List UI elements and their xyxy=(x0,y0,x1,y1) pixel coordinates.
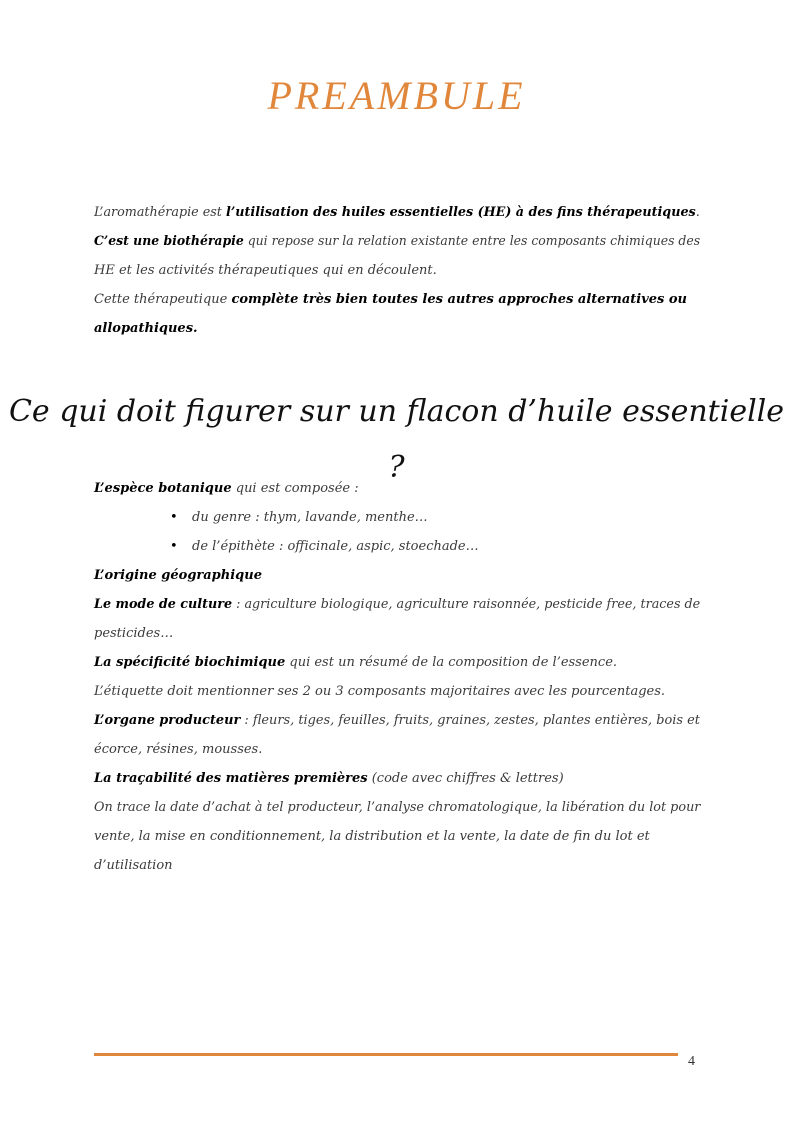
bullet-item-epithete xyxy=(170,532,479,561)
trace-line-2 xyxy=(94,822,700,851)
intro-line-5 xyxy=(94,314,700,343)
organe-text-a: : fleurs, tiges, feuilles, fruits, graines, zestes, plantes entières, bois et xyxy=(240,713,700,728)
intro-line-3 xyxy=(94,256,700,285)
page-title: PREAMBULE xyxy=(267,73,526,118)
intro-p3-bold-b: allopathiques. xyxy=(94,321,198,336)
intro-line-4 xyxy=(94,285,700,314)
page-number: 4 xyxy=(688,1054,695,1069)
intro-p2-text-a: qui repose sur la relation existante entre les composants chimiques des xyxy=(243,234,701,249)
intro-p3-start: Cette thérapeutique xyxy=(94,292,232,307)
footer-divider xyxy=(94,1053,678,1056)
trace-line-3 xyxy=(94,851,700,880)
etiquette-line xyxy=(94,677,700,706)
bullet-text: de l’épithète : officinale, aspic, stoechade… xyxy=(192,539,479,554)
bullet-item-genre xyxy=(170,503,479,532)
organe-text-b: écorce, résines, mousses. xyxy=(94,742,263,757)
intro-paragraphs xyxy=(94,198,700,343)
organe-bold: L’organe producteur xyxy=(94,713,241,728)
origine-line xyxy=(94,561,700,590)
tracabilite-line xyxy=(94,764,700,793)
bullet-text: du genre : thym, lavande, menthe… xyxy=(192,510,428,525)
trace-text-c: d’utilisation xyxy=(94,858,173,873)
intro-p1-start: L’aromathérapie est xyxy=(94,205,226,220)
tracabilite-bold: La traçabilité des matières premières xyxy=(94,771,368,786)
details-paragraphs xyxy=(94,561,700,880)
organe-line-2 xyxy=(94,735,700,764)
culture-line-2 xyxy=(94,619,700,648)
espece-bullet-list xyxy=(170,503,479,561)
section-subtitle: Ce qui doit figurer sur un flacon d’huile essentielle ? xyxy=(8,394,785,485)
bullet-dot-icon: • xyxy=(170,539,178,554)
culture-line-1 xyxy=(94,590,701,619)
tracabilite-text: (code avec chiffres & lettres) xyxy=(367,771,564,786)
intro-p1-bold: l’utilisation des huiles essentielles (HE) à des fins thérapeutiques xyxy=(225,205,696,220)
origine-bold: L’origine géographique xyxy=(94,568,262,583)
biochimique-text: qui est un résumé de la composition de l’essence. xyxy=(285,655,618,670)
culture-bold: Le mode de culture xyxy=(94,597,233,612)
intro-p2-bold: C’est une biothérapie xyxy=(94,234,244,249)
trace-text-a: On trace la date d’achat à tel producteur, l’analyse chromatologique, la libération du lot pour xyxy=(94,800,701,815)
intro-line-1 xyxy=(94,198,700,227)
etiquette-text: L’étiquette doit mentionner ses 2 ou 3 composants majoritaires avec les pourcentages. xyxy=(94,684,666,699)
trace-line-1 xyxy=(94,793,701,822)
biochimique-bold: La spécificité biochimique xyxy=(94,655,286,670)
culture-text-a: : agriculture biologique, agriculture raisonnée, pesticide free, traces de xyxy=(232,597,701,612)
organe-line-1 xyxy=(94,706,700,735)
culture-text-b: pesticides… xyxy=(94,626,174,641)
bullet-dot-icon: • xyxy=(170,510,178,525)
intro-p1-end: . xyxy=(695,205,700,220)
intro-p2-text-b: HE et les activités thérapeutiques qui en découlent. xyxy=(94,263,437,278)
intro-line-2 xyxy=(94,227,701,256)
espece-bold: L’espèce botanique xyxy=(94,481,232,496)
trace-text-b: vente, la mise en conditionnement, la distribution et la vente, la date de fin du lot et xyxy=(94,829,650,844)
espece-heading xyxy=(94,474,700,503)
espece-text: qui est composée : xyxy=(231,481,359,496)
intro-p3-bold-a: complète très bien toutes les autres approches alternatives ou xyxy=(231,292,688,307)
biochimique-line xyxy=(94,648,700,677)
